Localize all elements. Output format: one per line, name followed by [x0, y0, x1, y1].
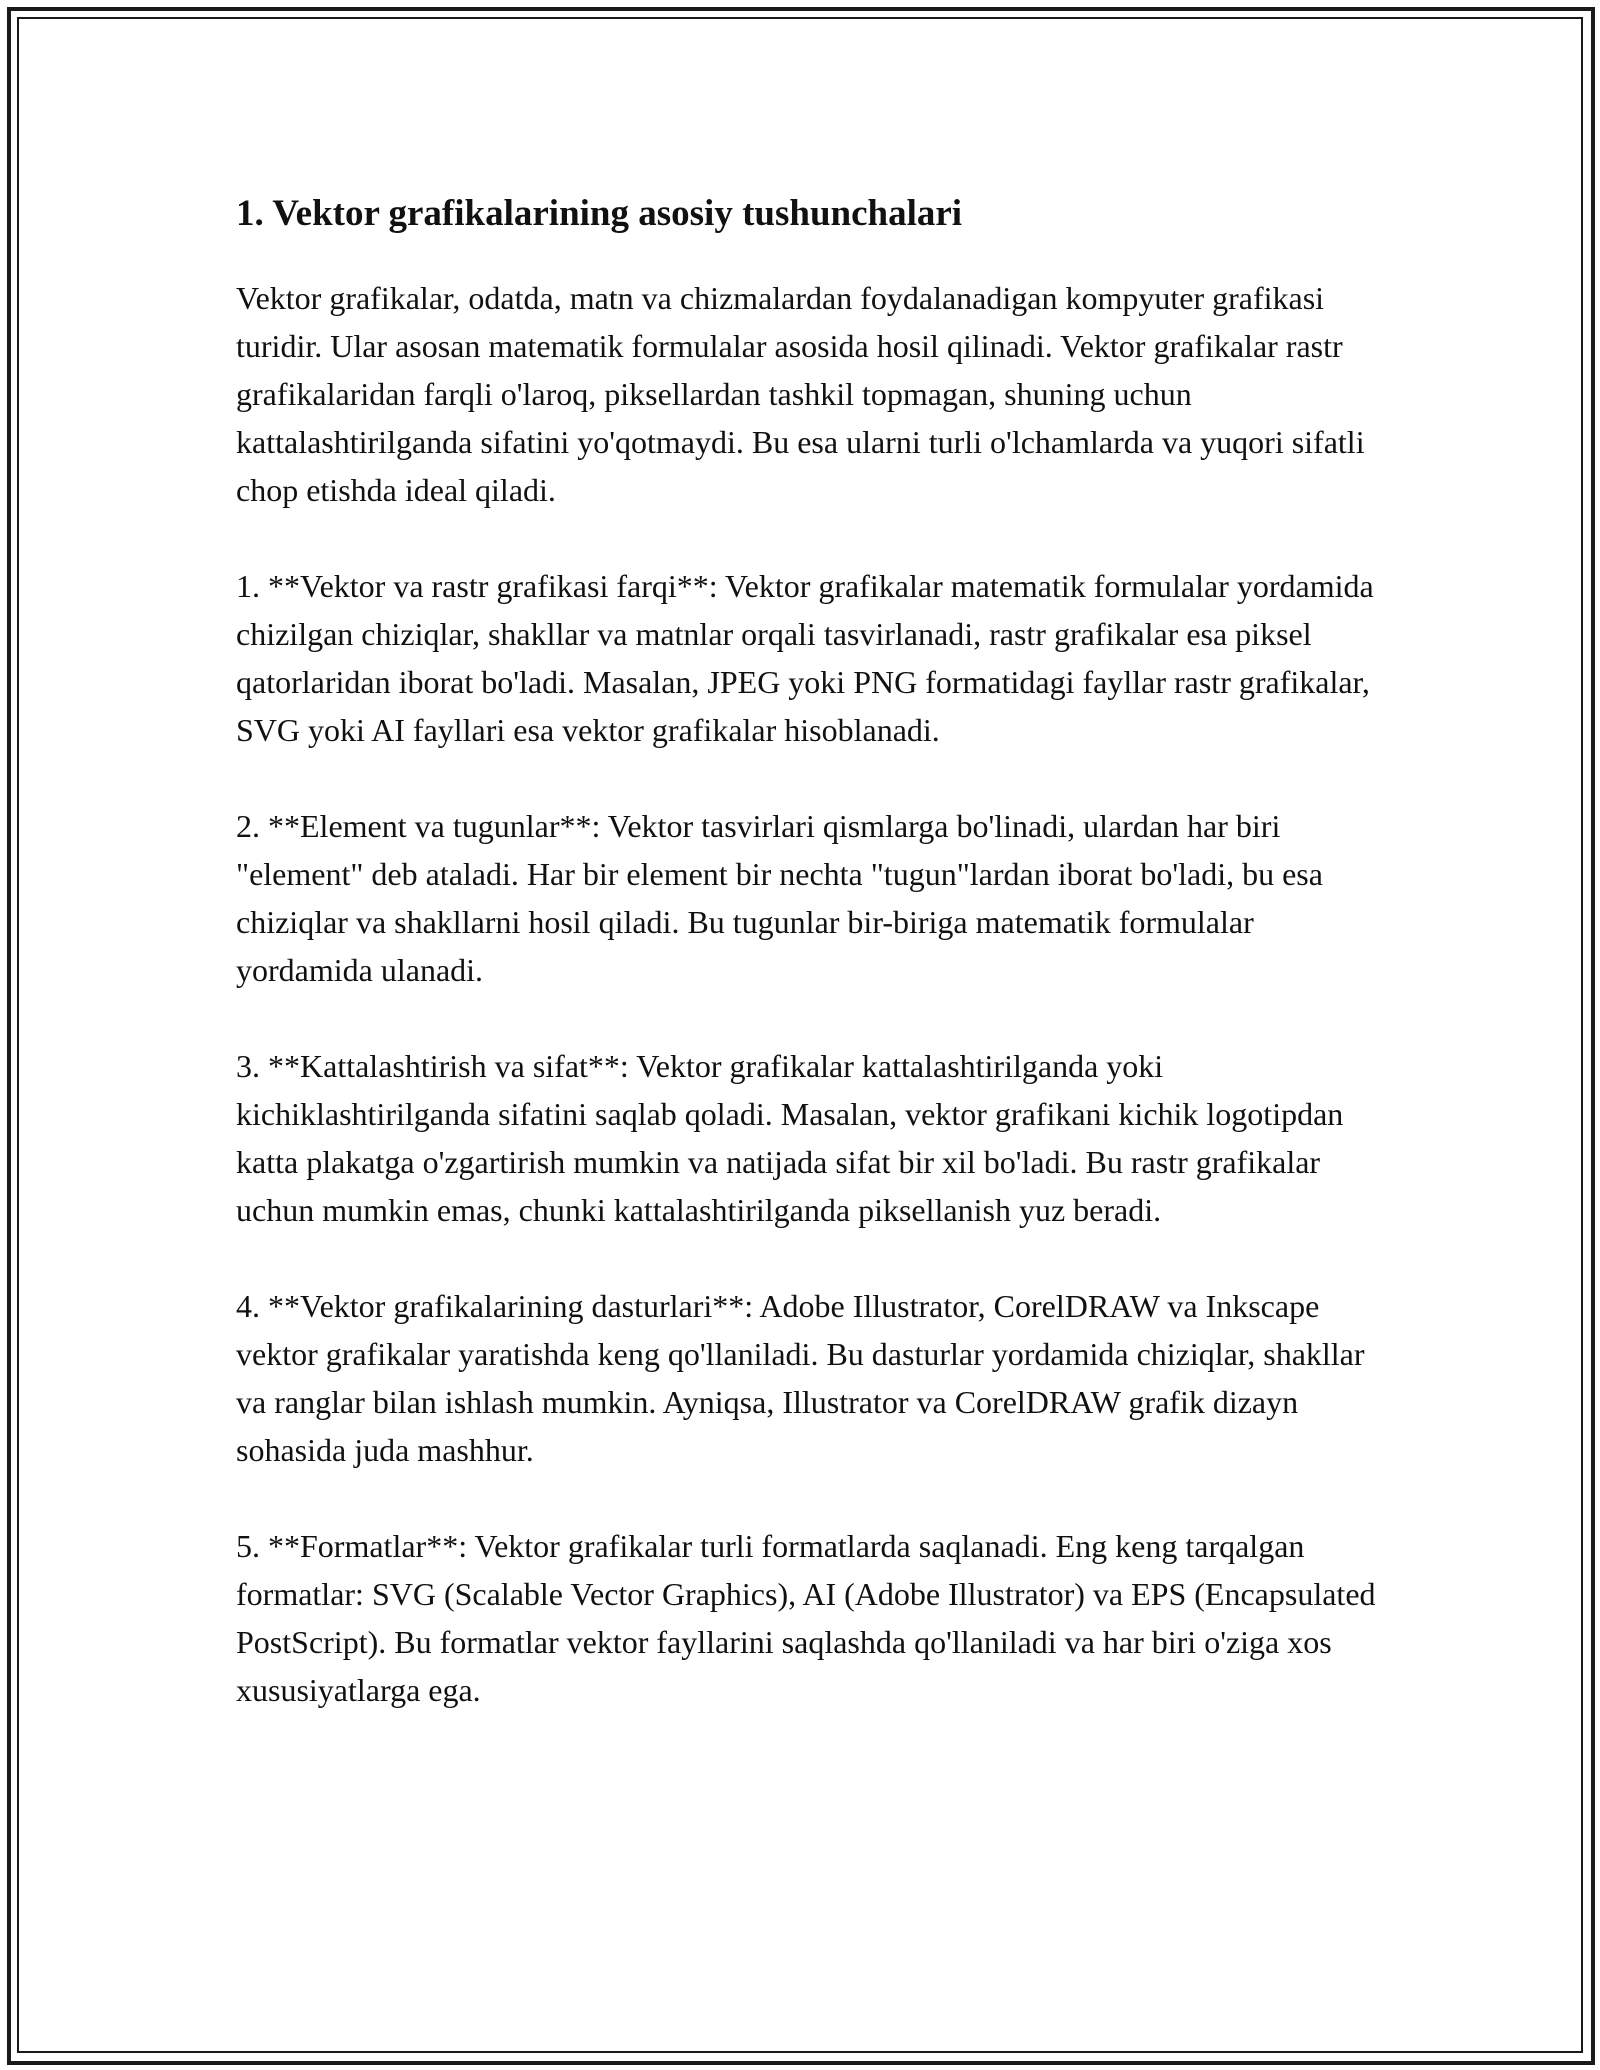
list-item-vector-vs-raster: 1. **Vektor va rastr grafikasi farqi**: Vektor grafikalar matematik formulalar yordamida chizilgan chiziqlar, shakllar va matnlar orqali tasvirlanadi, rastr grafikalar esa piksel qatorlaridan iborat bo'ladi. Masalan, JPEG yoki PNG formatidagi fayllar rastr grafikalar, SVG yoki AI fayllari esa vektor grafikalar hisoblanadi. [236, 568, 1382, 748]
list-item-elements-nodes: 2. **Element va tugunlar**: Vektor tasvirlari qismlarga bo'linadi, ulardan har biri "element" deb ataladi. Har bir element bir nechta "tugun"lardan iborat bo'ladi, bu esa chiziqlar va shakllarni hosil qiladi. Bu tugunlar bir-biriga matematik formulalar yordamida ulanadi. [236, 808, 1331, 988]
list-item-scaling-quality: 3. **Kattalashtirish va sifat**: Vektor grafikalar kattalashtirilganda yoki kichiklashtirilganda sifatini saqlab qoladi. Masalan, vektor grafikani kichik logotipdan katta plakatga o'zgartirish mumkin va natijada sifat bir xil bo'ladi. Bu rastr grafikalar uchun mumkin emas, chunki kattalashtirilganda piksellanish yuz beradi. [236, 1048, 1352, 1228]
list-item-software: 4. **Vektor grafikalarining dasturlari**: Adobe Illustrator, CorelDRAW va Inkscape vektor grafikalar yaratishda keng qo'llaniladi. Bu dasturlar yordamida chiziqlar, shakllar va ranglar bilan ishlash mumkin. Ayniqsa, Illustrator va CorelDRAW grafik dizayn sohasida juda mashhur. [236, 1288, 1373, 1468]
document-body [236, 186, 1384, 1714]
list-item-formats: 5. **Formatlar**: Vektor grafikalar turli formatlarda saqlanadi. Eng keng tarqalgan formatlar: SVG (Scalable Vector Graphics), AI (Adobe Illustrator) va EPS (Encapsulated PostScript). Bu formatlar vektor fayllarini saqlashda qo'llaniladi va har biri o'ziga xos xususiyatlarga ega. [236, 1528, 1384, 1708]
section-heading: 1. Vektor grafikalarining asosiy tushunchalari [236, 193, 963, 234]
intro-paragraph: Vektor grafikalar, odatda, matn va chizmalardan foydalanadigan kompyuter grafikasi turidir. Ular asosan matematik formulalar asosida hosil qilinadi. Vektor grafikalar rastr grafikalaridan farqli o'laroq, piksellardan tashkil topmagan, shuning uchun kattalashtirilganda sifatini yo'qotmaydi. Bu esa ularni turli o'lchamlarda va yuqori sifatli chop etishda ideal qiladi. [236, 280, 1373, 508]
